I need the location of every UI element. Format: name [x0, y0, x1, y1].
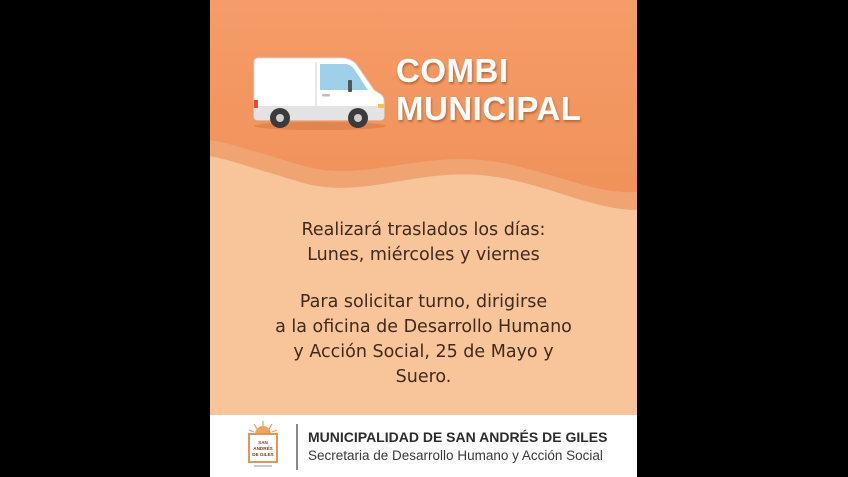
svg-text:SAN: SAN	[258, 440, 268, 445]
municipal-sun-logo-icon	[246, 419, 280, 473]
poster	[210, 0, 637, 477]
footer	[210, 415, 637, 477]
svg-text:DE GILES: DE GILES	[252, 452, 274, 457]
instructions-line-3: y Acción Social, 25 de Mayo y	[293, 342, 554, 362]
instructions-text	[210, 290, 637, 390]
svg-text:ANDRÉS: ANDRÉS	[253, 446, 273, 451]
schedule-line-2: Lunes, miércoles y viernes	[307, 245, 540, 265]
footer-organization: MUNICIPALIDAD DE SAN ANDRÉS DE GILES	[308, 429, 608, 445]
schedule-text	[210, 218, 637, 268]
title-line-combi: COMBI	[396, 52, 509, 89]
instructions-line-2: a la oficina de Desarrollo Humano	[275, 317, 572, 337]
instructions-line-4: Suero.	[395, 367, 452, 387]
schedule-line-1: Realizará traslados los días:	[301, 220, 546, 240]
footer-department: Secretaria de Desarrollo Humano y Acción Social	[308, 448, 603, 463]
footer-divider	[296, 424, 298, 470]
title-line-municipal: MUNICIPAL	[396, 90, 582, 127]
van-icon	[250, 56, 390, 132]
instructions-line-1: Para solicitar turno, dirigirse	[299, 292, 548, 312]
